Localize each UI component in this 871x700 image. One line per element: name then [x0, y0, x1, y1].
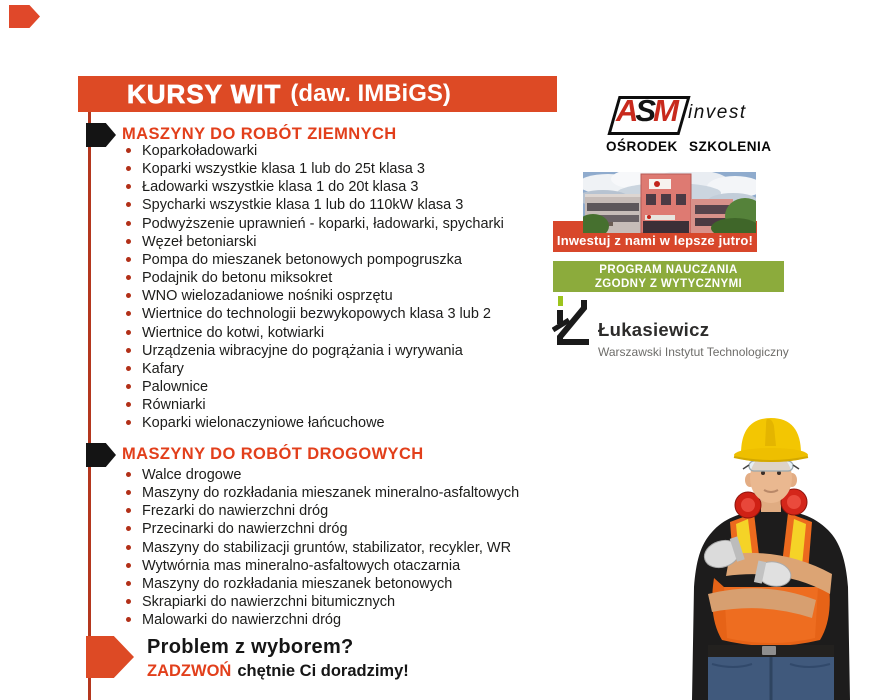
- footer-cta: [147, 662, 409, 681]
- building-photo: [583, 172, 756, 233]
- lukasiewicz-name: Łukasiewicz: [598, 319, 710, 340]
- list-item: Przecinarki do nawierzchni dróg: [126, 520, 519, 538]
- footer-cta-rest: chętnie Ci doradzimy!: [237, 662, 409, 680]
- motto-banner-text: Inwestuj z nami w lepsze jutro!: [556, 233, 754, 248]
- asm-letter-a: A: [616, 93, 636, 128]
- training-center-label: OŚRODEK SZKOLENIA: [606, 139, 772, 154]
- asm-logo-letters: [616, 95, 676, 126]
- list-item: Frezarki do nawierzchni dróg: [126, 502, 519, 520]
- list-item: Maszyny do stabilizacji gruntów, stabilizator, recykler, WR: [126, 539, 519, 557]
- list-item: Podajnik do betonu miksokret: [126, 269, 504, 287]
- list-item: Urządzenia wibracyjne do pogrążania i wyrywania: [126, 342, 504, 360]
- section-heading-roadworks: MASZYNY DO ROBÓT DROGOWYCH: [122, 445, 424, 463]
- course-list-earthworks: [126, 142, 504, 433]
- asm-letter-s: S: [635, 93, 654, 128]
- footer-arrow-icon: [86, 636, 134, 678]
- vertical-divider: [88, 110, 91, 700]
- list-item: Maszyny do rozkładania mieszanek mineralno-asfaltowych: [126, 484, 519, 502]
- program-banner: [553, 261, 784, 292]
- list-item: Kafary: [126, 360, 504, 378]
- list-item: Maszyny do rozkładania mieszanek betonowych: [126, 575, 519, 593]
- list-item: Pompa do mieszanek betonowych pompogruszka: [126, 251, 504, 269]
- course-list-roadworks: [126, 466, 519, 629]
- list-item: Skrapiarki do nawierzchni bitumicznych: [126, 593, 519, 611]
- list-item: Palownice: [126, 378, 504, 396]
- program-banner-line1: PROGRAM NAUCZANIA: [599, 263, 738, 276]
- worker-photo: [664, 402, 871, 700]
- list-item: Koparki wielonaczyniowe łańcuchowe: [126, 414, 504, 432]
- list-item: Koparki wszystkie klasa 1 lub do 25t klasa 3: [126, 160, 504, 178]
- list-item: Wiertnice do kotwi, kotwiarki: [126, 324, 504, 342]
- asm-letter-m: M: [653, 93, 676, 128]
- footer-question: Problem z wyborem?: [147, 636, 354, 658]
- list-item: Węzeł betoniarski: [126, 233, 504, 251]
- lukasiewicz-subtitle: Warszawski Instytut Technologiczny: [598, 345, 789, 359]
- list-item: Spycharki wszystkie klasa 1 lub do 110kW klasa 3: [126, 196, 504, 214]
- list-item: Walce drogowe: [126, 466, 519, 484]
- lukasiewicz-mark-icon: [552, 296, 596, 348]
- list-item: Ładowarki wszystkie klasa 1 do 20t klasa 3: [126, 178, 504, 196]
- section-heading-earthworks: MASZYNY DO ROBÓT ZIEMNYCH: [122, 125, 397, 143]
- page-title-suffix: (daw. IMBiGS): [290, 80, 451, 107]
- page-title: KURSY WIT: [127, 78, 282, 109]
- footer-cta-highlight: ZADZWOŃ: [147, 662, 232, 680]
- section-marker-icon: [86, 443, 116, 467]
- list-item: Koparkoładowarki: [126, 142, 504, 160]
- list-item: WNO wielozadaniowe nośniki osprzętu: [126, 287, 504, 305]
- list-item: Wiertnice do technologii bezwykopowych klasa 3 lub 2: [126, 305, 504, 323]
- list-item: Malowarki do nawierzchni dróg: [126, 611, 519, 629]
- corner-flag-icon: [9, 5, 40, 28]
- program-banner-line2: ZGODNY Z WYTYCZNYMI: [594, 277, 743, 290]
- asm-logo-invest: invest: [688, 102, 747, 123]
- section-marker-icon: [86, 123, 116, 147]
- list-item: Wytwórnia mas mineralno-asfaltowych otaczarnia: [126, 557, 519, 575]
- title-banner: [78, 76, 557, 112]
- list-item: Podwyższenie uprawnień - koparki, ładowarki, spycharki: [126, 215, 504, 233]
- list-item: Równiarki: [126, 396, 504, 414]
